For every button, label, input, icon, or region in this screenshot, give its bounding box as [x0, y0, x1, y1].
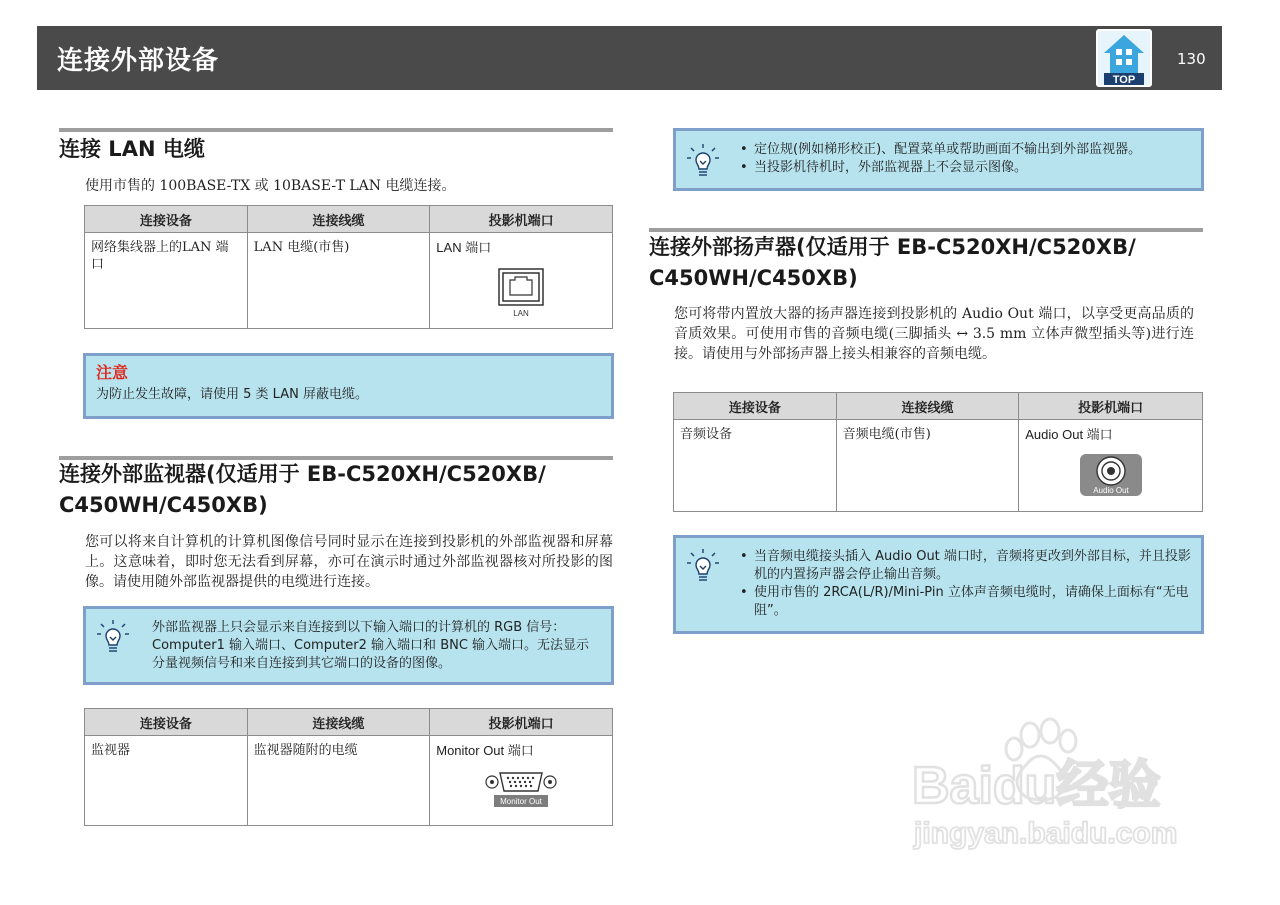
speaker-title-line2: C450WH/C450XB): [649, 266, 858, 290]
table-header: 连接设备: [85, 709, 248, 736]
table-cell-port: [1019, 420, 1203, 512]
speaker-tip-box: [673, 535, 1204, 634]
port-label: Monitor Out 端口: [436, 743, 534, 758]
monitor-icon-caption: Monitor Out: [500, 797, 543, 806]
monitor-tip-box: [83, 606, 614, 685]
lan-table: [84, 205, 613, 329]
table-cell-device: 音频设备: [674, 420, 837, 512]
list-item: • 当音频电缆接头插入 Audio Out 端口时，音频将更改到外部目标，并且投影机的内置扬声器会停止输出音频。: [740, 548, 1191, 584]
speaker-section-title: [649, 232, 1209, 294]
watermark-brand: Baidu经验: [912, 757, 1161, 815]
top-label: TOP: [1112, 74, 1136, 86]
list-item: • 定位规(例如梯形校正)、配置菜单或帮助画面不输出到外部监视器。: [740, 141, 1191, 159]
monitor-title-line2: C450WH/C450XB): [59, 493, 268, 517]
lan-icon-caption: LAN: [513, 309, 529, 318]
table-header: 投影机端口: [430, 206, 613, 233]
audio-out-port-icon: [1079, 453, 1143, 497]
port-label: LAN 端口: [436, 240, 492, 255]
right-tip-list: [740, 141, 1191, 177]
watermark-url: jingyan.baidu.com: [914, 817, 1178, 850]
speaker-tip-list: [740, 548, 1191, 620]
baidu-paw-logo: [908, 715, 1208, 865]
caution-box: [83, 353, 614, 419]
audio-icon-caption: Audio Out: [1092, 486, 1129, 495]
port-label: Audio Out 端口: [1025, 427, 1113, 442]
table-cell-port: [430, 233, 613, 329]
lightbulb-icon: [686, 548, 720, 584]
table-cell-cable: LAN 电缆(市售): [247, 233, 430, 329]
section-rule: [59, 128, 613, 132]
table-header: 连接线缆: [247, 709, 430, 736]
monitor-intro: 您可以将来自计算机的计算机图像信号同时显示在连接到投影机的外部监视器和屏幕上。这意味着，即时您无法看到屏幕，亦可在演示时通过外部监视器核对所投影的图像。请使用随外部监视器提供的电缆进行连接。: [85, 534, 613, 590]
top-button[interactable]: [1096, 29, 1152, 87]
list-item: • 当投影机待机时，外部监视器上不会显示图像。: [740, 159, 1191, 177]
table-header: 连接设备: [85, 206, 248, 233]
table-header: 投影机端口: [430, 709, 613, 736]
lan-port-icon: [498, 268, 544, 318]
table-cell-cable: 音频电缆(市售): [836, 420, 1019, 512]
lightbulb-icon: [96, 619, 130, 655]
page-number: 130: [1177, 50, 1206, 68]
caution-text: 为防止发生故障，请使用 5 类 LAN 屏蔽电缆。: [96, 387, 368, 402]
speaker-title-line1: 连接外部扬声器(仅适用于 EB-C520XH/C520XB/: [649, 235, 1136, 259]
monitor-tip-text: 外部监视器上只会显示来自连接到以下输入端口的计算机的 RGB 信号：Computer1 输入端口、Computer2 输入端口和 BNC 输入端口。无法显示分量视频信号和来自连接到其它端口的设备的图像。: [152, 620, 590, 671]
monitor-table: [84, 708, 613, 826]
caution-title: 注意: [96, 363, 129, 382]
lightbulb-icon: [686, 143, 720, 179]
lan-intro: 使用市售的 100BASE-TX 或 10BASE-T LAN 电缆连接。: [85, 178, 456, 194]
table-header: 投影机端口: [1019, 393, 1203, 420]
table-cell-port: [430, 736, 613, 826]
table-cell-cable: 监视器随附的电缆: [247, 736, 430, 826]
right-tip-box: [673, 128, 1204, 191]
lan-section-title: 连接 LAN 电缆: [59, 137, 205, 161]
speaker-intro: 您可将带内置放大器的扬声器连接到投影机的 Audio Out 端口，以享受更高品质的音质效果。可使用市售的音频电缆(三脚插头 ↔ 3.5 mm 立体声微型插头等)进行连接。请使用与外部扬声器上接头相兼容的音频电缆。: [674, 306, 1194, 362]
monitor-title-line1: 连接外部监视器(仅适用于 EB-C520XH/C520XB/: [59, 462, 546, 486]
page-header: [37, 26, 1222, 90]
table-cell-device: 网络集线器上的LAN 端口: [85, 233, 248, 329]
monitor-out-port-icon: [484, 769, 558, 809]
baidu-watermark: [908, 715, 1208, 865]
table-header: 连接设备: [674, 393, 837, 420]
page-title: 连接外部设备: [57, 46, 220, 76]
speaker-table: [673, 392, 1203, 512]
table-cell-device: 监视器: [85, 736, 248, 826]
table-header: 连接线缆: [247, 206, 430, 233]
top-home-icon: [1096, 29, 1152, 87]
monitor-section-title: [59, 459, 619, 521]
table-header: 连接线缆: [836, 393, 1019, 420]
list-item: • 使用市售的 2RCA(L/R)/Mini-Pin 立体声音频电缆时，请确保上面标有“无电阻”。: [740, 584, 1191, 620]
